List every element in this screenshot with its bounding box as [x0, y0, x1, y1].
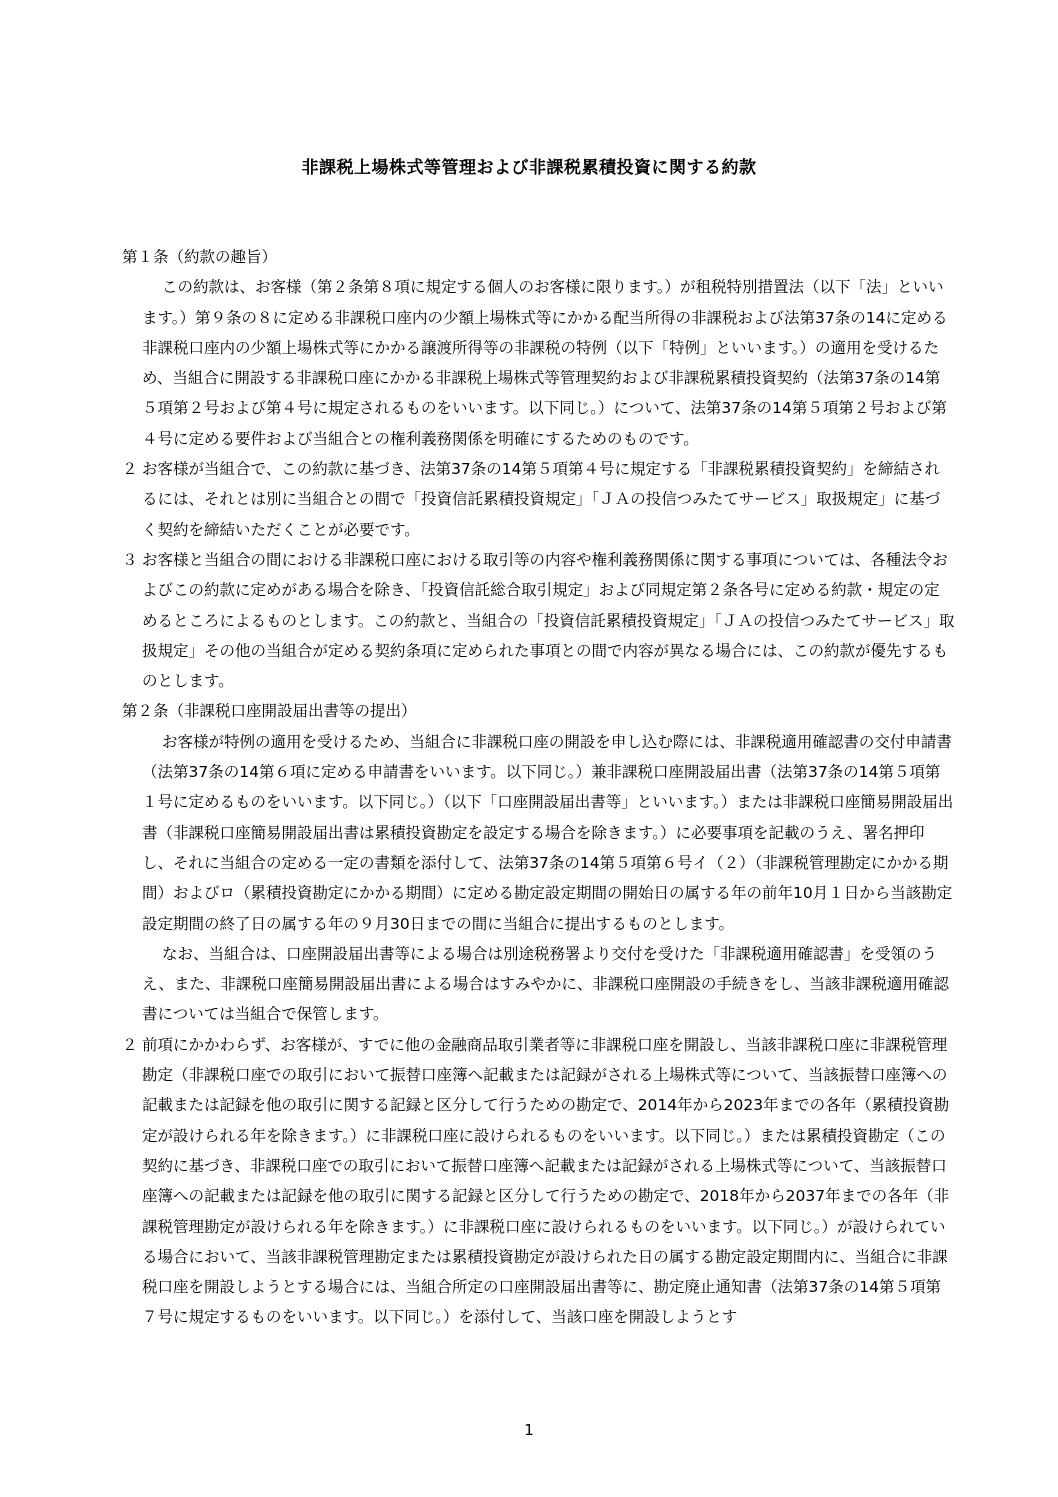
article-2-heading: 第２条（非課税口座開設届出書等の提出）: [122, 702, 417, 721]
article-2-item-2: [122, 1030, 955, 1333]
article-1-paragraph: この約款は、お客様（第２条第８項に規定する個人のお客様に限ります。）が租税特別措置法（以下「法」といいます。）第９条の８に定める非課税口座内の少額上場株式等にかかる配当所得の非課税および法第37条の14に定める非課税口座内の少額上場株式等にかかる譲渡所得等の非課税の特例（以下「特例」といいます。）の適用を受けるため、当組合に開設する非課税口座にかかる非課税上場株式等管理契約および非課税累積投資契約（法第37条の14第５項第２号および第４号に規定されるものをいいます。以下同じ。）について、法第37条の14第５項第２号および第４号に定める要件および当組合との権利義務関係を明確にするためのものです。: [142, 278, 948, 448]
article-2-paragraph-note: なお、当組合は、口座開設届出書等による場合は別途税務署より交付を受けた「非課税適用確認書」を受領のうえ、また、非課税口座簡易開設届出書による場合はすみやかに、非課税口座開設の手続きをし、当該非課税適用確認書については当組合で保管します。: [142, 944, 949, 1024]
document-body: [122, 242, 955, 1333]
item-text: 前項にかかわらず、お客様が、すでに他の金融商品取引業者等に非課税口座を開設し、当該非課税口座に非課税管理勘定（非課税口座での取引において振替口座簿へ記載または記録がされる上場株式等について、当該振替口座簿への記載または記録を他の取引に関する記録と区分して行うための勘定で、2014年から2023年までの各年（累積投資勘定が設けられる年を除きます。）に非課税口座に設けられるものをいいます。以下同じ。）または累積投資勘定（この契約に基づき、非課税口座での取引において振替口座簿へ記載または記録がされる上場株式等について、当該振替口座簿への記載または記録を他の取引に関する記録と区分して行うための勘定で、2018年から2037年までの各年（非課税管理勘定が設けられる年を除きます。）に非課税口座に設けられるものをいいます。以下同じ。）が設けられている場合において、当該非課税管理勘定または累積投資勘定が設けられた日の属する勘定設定期間内に、当組合に非課税口座を開設しようとする場合には、当組合所定の口座開設届出書等に、勘定廃止通知書（法第37条の14第５項第７号に規定するものをいいます。以下同じ。）を添付して、当該口座を開設しようとす: [142, 1035, 950, 1327]
item-text: お客様が当組合で、この約款に基づき、法第37条の14第５項第４号に規定する「非課税累積投資契約」を締結されるには、それとは別に当組合との間で「投資信託累積投資規定」「ＪＡの投信つみたてサービス」取扱規定」に基づく契約を締結いただくことが必要です。: [142, 460, 941, 539]
item-number: ２: [122, 1035, 138, 1054]
article-1-heading: 第１条（約款の趣旨）: [122, 248, 278, 266]
page-number: 1: [524, 1421, 534, 1439]
article-1-item-3: [122, 545, 955, 696]
article-1-item-2: [122, 454, 955, 545]
article-2-paragraph: お客様が特例の適用を受けるため、当組合に非課税口座の開設を申し込む際には、非課税適用確認書の交付申請書（法第37条の14第６項に定める申請書をいいます。以下同じ。）兼非課税口座開設届出書（法第37条の14第５項第１号に定めるものをいいます。以下同じ。）（以下「口座開設届出書等」といいます。）または非課税口座簡易開設届出書（非課税口座簡易開設届出書は累積投資勘定を設定する場合を除きます。）に必要事項を記載のうえ、署名押印し、それに当組合の定める一定の書類を添付して、法第37条の14第５項第６号イ（２）（非課税管理勘定にかかる期間）およびロ（累積投資勘定にかかる期間）に定める勘定設定期間の開始日の属する年の前年10月１日から当該勘定設定期間の終了日の属する年の９月30日までの間に当組合に提出するものとします。: [142, 732, 954, 933]
document-title: 非課税上場株式等管理および非課税累積投資に関する約款: [301, 158, 757, 178]
item-number: ３: [122, 550, 138, 569]
item-text: お客様と当組合の間における非課税口座における取引等の内容や権利義務関係に関する事項については、各種法令およびこの約款に定めがある場合を除き、「投資信託総合取引規定」および同規定第２条各号に定める約款・規定の定めるところによるものとします。この約款と、当組合の「投資信託累積投資規定」「ＪＡの投信つみたてサービス」取扱規定」その他の当組合が定める契約条項に定められた事項との間で内容が異なる場合には、この約款が優先するものとします。: [142, 550, 955, 691]
item-number: ２: [122, 460, 138, 479]
